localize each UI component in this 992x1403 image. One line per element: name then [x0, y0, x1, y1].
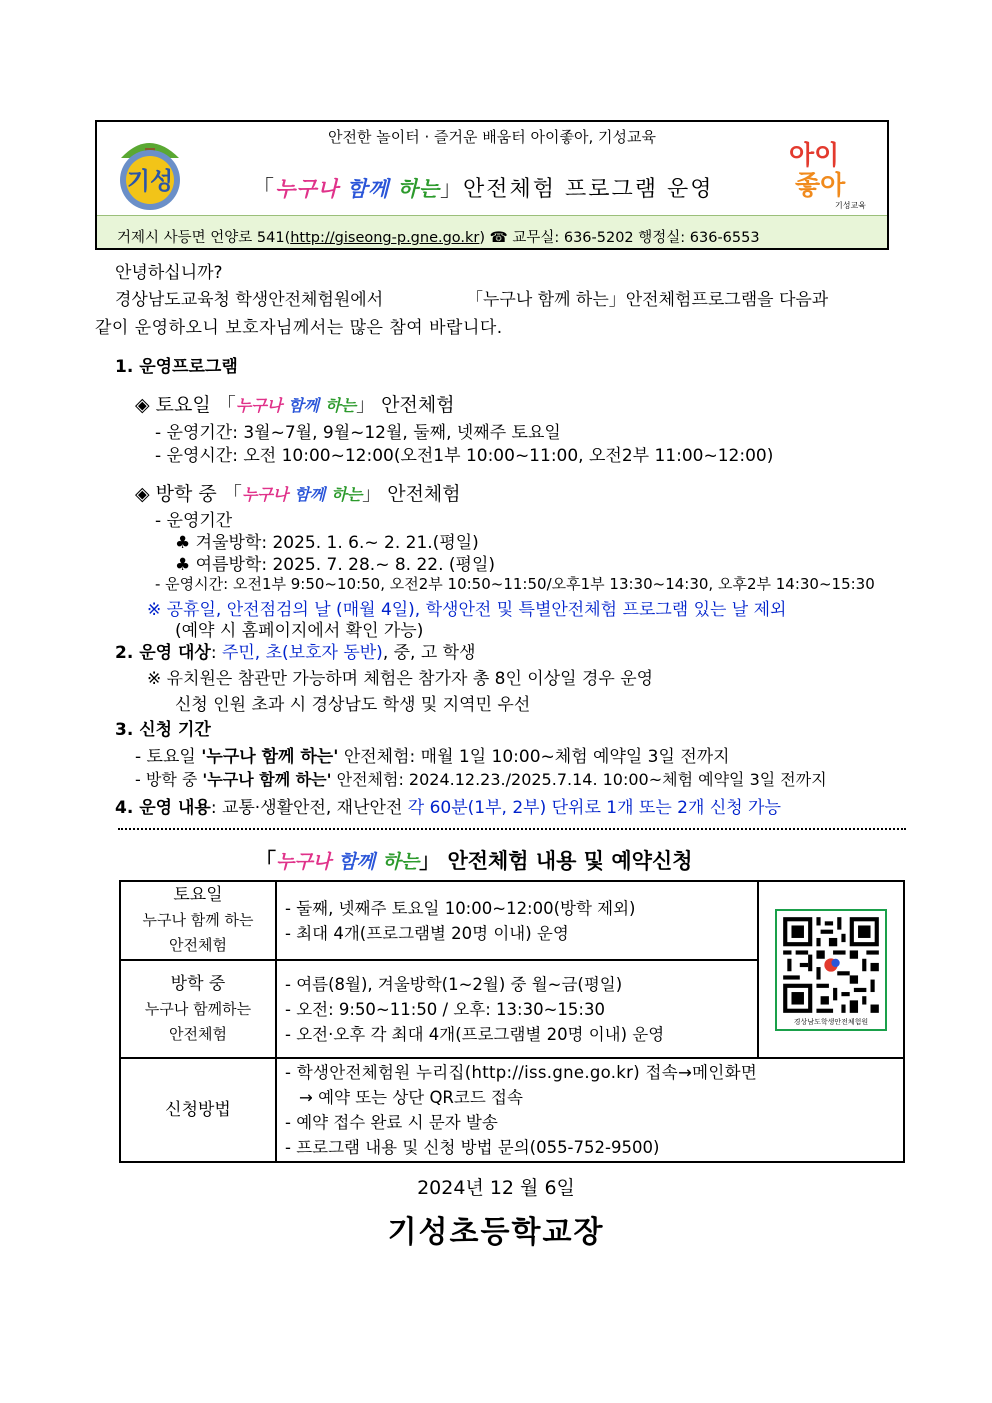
exclusion-note-sub: (예약 시 홈페이지에서 확인 가능) [175, 621, 424, 641]
kindergarten-note: ※ 유치원은 참관만 가능하며 체험은 참가자 총 8인 이상일 경우 운영 [147, 669, 654, 689]
detail-line: - 프로그램 내용 및 신청 방법 문의(055-752-9500) [285, 1138, 660, 1157]
section-3-heading: 3. 신청 기간 [115, 720, 211, 740]
row-detail-saturday [276, 881, 758, 960]
label-line: 신청방법 [165, 1099, 231, 1120]
letterhead [95, 120, 889, 250]
qr-code[interactable] [775, 909, 887, 1031]
brand-word-3: 하는 [325, 396, 357, 415]
brand-word-1: 누구나 [241, 485, 289, 504]
bracket-open: 「 [222, 483, 242, 505]
diamond-bullet-icon: ◈ [135, 483, 150, 505]
diamond-bullet-icon: ◈ [135, 394, 150, 416]
greeting: 안녕하십니까? [115, 263, 223, 283]
vacation-program-heading [135, 479, 461, 506]
vacation-app-prefix: - 방학 중 [135, 770, 203, 789]
saturday-app-detail: 안전체험: 매월 1일 10:00~체험 예약일 3일 전까지 [338, 747, 730, 767]
brand-word-2: 함께 [346, 177, 390, 201]
phone-numbers: ) ☎ 교무실: 636-5202 행정실: 636-6553 [479, 230, 760, 246]
detail-line: - 둘째, 넷째주 토요일 10:00~12:00(방학 제외) [285, 898, 636, 918]
saturday-period: - 운영기간: 3월~7월, 9월~12월, 둘째, 넷째주 토요일 [155, 423, 561, 443]
label-line: 안전체험 [169, 936, 227, 954]
table-row [120, 881, 904, 960]
detail-line: - 여름(8월), 겨울방학(1~2월) 중 월~금(평일) [285, 974, 623, 994]
row-label-saturday [120, 881, 276, 960]
brand-word-2: 함께 [294, 485, 326, 504]
dotted-divider [118, 828, 906, 830]
summer-vacation-dates: ♣ 여름방학: 2025. 7. 28.~ 8. 22. (평일) [175, 555, 496, 575]
content-highlight: 각 60분(1부, 2부) 단위로 1개 또는 2개 신청 가능 [407, 798, 781, 818]
title-rest: 안전체험 프로그램 운영 [463, 177, 714, 202]
bracket-open: 「 [216, 394, 236, 416]
detail-line: → 예약 또는 상단 QR코드 접속 [299, 1088, 523, 1107]
detail-line: - 예약 접수 완료 시 문자 발송 [285, 1113, 498, 1132]
exclusion-note: ※ 공휴일, 안전점검의 날 (매월 4일), 학생안전 및 특별안전체험 프로그램 있는 날 제외 [147, 600, 787, 620]
row-label-vacation [120, 960, 276, 1058]
vacation-period-label: - 운영기간 [155, 511, 233, 531]
detail-line: - 오전: 9:50~11:50 / 오후: 13:30~15:30 [285, 999, 605, 1019]
vacation-application-period [135, 767, 827, 790]
brand-word-1: 누구나 [276, 851, 332, 873]
school-address: 거제시 사등면 언양로 541( [117, 230, 291, 246]
vacation-label: 방학 중 [155, 483, 217, 505]
aijoa-logo-top: 아이 [789, 141, 840, 171]
contact-line [117, 226, 760, 247]
intro-line-2: 같이 운영하오니 보호자님께서는 많은 참여 바랍니다. [95, 318, 503, 338]
bracket-open: 「 [252, 177, 276, 202]
aijoa-logo-caption: 기성교육 [835, 201, 866, 210]
school-homepage-link[interactable]: http://giseong-p.gne.go.kr [290, 230, 480, 246]
program-table [119, 880, 905, 1163]
row-label-application [120, 1058, 276, 1162]
school-motto: 안전한 놀이터 · 즐거운 배움터 아이좋아, 기성교육 [328, 128, 656, 146]
letter-title [252, 172, 714, 203]
program-name-quoted: '누구나 함께 하는' [202, 770, 332, 789]
saturday-program-heading [135, 390, 455, 417]
qr-cell [758, 881, 904, 1058]
section-2-heading: 2. 운영 대상 [115, 643, 211, 663]
row-detail-application [276, 1058, 904, 1162]
aijoa-logo-bottom: 좋아 [795, 171, 846, 201]
label-line: 누구나 함께 하는 [142, 911, 254, 929]
brand-word-2: 함께 [338, 851, 376, 873]
label-line: 토요일 [173, 885, 223, 905]
table-title-rest: 안전체험 내용 및 예약신청 [447, 849, 693, 873]
section-4-heading: 4. 운영 내용 [115, 798, 211, 818]
target-highlight: 주민, 초(보호자 동반) [221, 643, 383, 663]
target-rest: , 중, 고 학생 [382, 643, 476, 663]
content-text: : 교통·생활안전, 재난안전 [210, 798, 408, 818]
intro-line-1b: 「누구나 함께 하는」안전체험프로그램을 다음과 [466, 290, 829, 310]
section-1-heading: 1. 운영프로그램 [115, 357, 238, 377]
qr-code-icon [779, 913, 883, 1017]
winter-vacation-dates: ♣ 겨울방학: 2025. 1. 6.~ 2. 21.(평일) [175, 533, 479, 553]
brand-word-3: 하는 [331, 485, 363, 504]
safety-experience-label: 안전체험 [381, 394, 455, 416]
intro-line-1a: 경상남도교육청 학생안전체험원에서 [115, 290, 384, 310]
brand-word-1: 누구나 [235, 396, 283, 415]
bracket-open: 「 [255, 849, 276, 873]
brand-word-2: 함께 [288, 396, 320, 415]
saturday-application-period [135, 742, 730, 767]
saturday-app-prefix: - 토요일 [135, 747, 202, 767]
table-row [120, 1058, 904, 1162]
aijoa-logo [785, 134, 869, 210]
issue-date: 2024년 12 월 6일 [417, 1177, 575, 1199]
priority-note: 신청 인원 초과 시 경상남도 학생 및 지역민 우선 [175, 695, 531, 715]
detail-line: - 학생안전체험원 누리집(http://iss.gne.go.kr) 접속→메인화면 [285, 1063, 758, 1082]
principal-signature: 기성초등학교장 [387, 1215, 605, 1250]
label-line: 안전체험 [169, 1024, 227, 1043]
table-title [255, 845, 693, 875]
bracket-close: 」 [440, 177, 464, 202]
program-name-quoted: '누구나 함께 하는' [201, 747, 339, 767]
saturday-time: - 운영시간: 오전 10:00~12:00(오전1부 10:00~11:00, 오전2부 11:00~12:00) [155, 446, 774, 466]
colon: : [210, 643, 222, 663]
bracket-close: 」 [356, 394, 376, 416]
safety-experience-label: 안전체험 [387, 483, 461, 505]
label-line: 방학 중 [170, 973, 226, 994]
brand-word-3: 하는 [397, 177, 441, 201]
section-4-line [115, 793, 781, 818]
label-line: 누구나 함께하는 [144, 999, 252, 1018]
detail-line: - 오전·오후 각 최대 4개(프로그램별 20명 이내) 운영 [285, 1024, 665, 1044]
bracket-close: 」 [362, 483, 382, 505]
section-2-line [115, 638, 476, 663]
brand-word-3: 하는 [382, 851, 420, 873]
school-logo-text: 기성 [126, 167, 174, 195]
saturday-label: 토요일 [155, 394, 211, 416]
qr-caption: 경상남도학생안전체험원 [793, 1017, 869, 1026]
bracket-close: 」 [419, 849, 441, 873]
vacation-app-detail: 안전체험: 2024.12.23./2025.7.14. 10:00~체험 예약일 3일 전까지 [331, 770, 827, 789]
brand-word-1: 누구나 [275, 177, 339, 201]
detail-line: - 최대 4개(프로그램별 20명 이내) 운영 [285, 923, 569, 943]
vacation-time: - 운영시간: 오전1부 9:50~10:50, 오전2부 10:50~11:50/오후1부 13:30~14:30, 오후2부 14:30~15:30 [155, 575, 875, 593]
row-detail-vacation [276, 960, 758, 1058]
